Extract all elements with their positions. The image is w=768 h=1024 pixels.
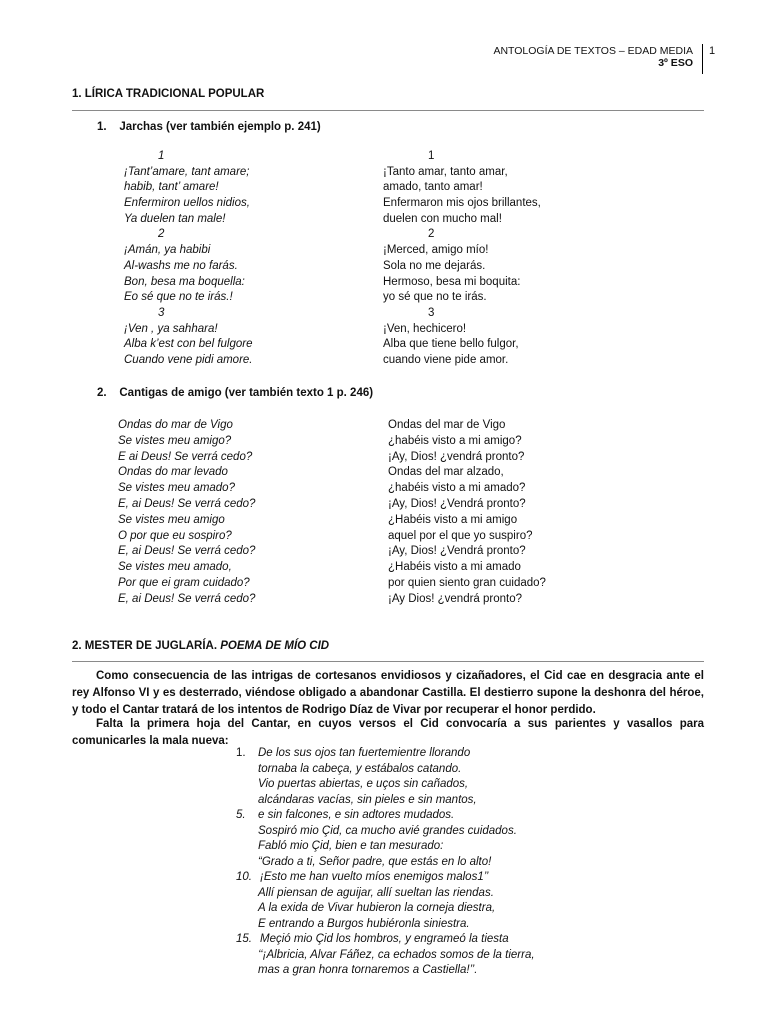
jarcha-translation-verse: Alba que tiene bello fulgor, (383, 338, 519, 351)
verse-text: e sin falcones, e sin adtores mudados. (258, 809, 455, 821)
verse-text: Vio puertas abiertas, e uços sin cañados, (258, 778, 469, 790)
verse-text: Sospiró mio Çid, ca mucho avié grandes cuidados. (258, 824, 517, 837)
jarcha-translation-verse: Hermoso, besa mi boquita: (383, 275, 521, 288)
jarcha-original-verse: ¡Amán, ya habibi (124, 244, 211, 257)
jarcha-original-verse: Bon, besa ma boquella: (124, 275, 245, 288)
poem-verse (236, 932, 535, 948)
jarcha-original-verse: ¡Ven , ya sahhara! (124, 322, 218, 335)
jarcha-translation-verse: ¡Ven, hechicero! (383, 322, 467, 335)
poem-verse (236, 839, 535, 855)
intro-paragraph-1: Como consecuencia de las intrigas de cortesanos envidiosos y cizañadores, el Cid cae en desgracia ante el rey Alfonso VI y es desterrado, viéndose obligado a abandonar Castilla. El destierro supone la deshonra del héroe, y todo el Cantar tratará de los intentos de Rodrigo Díaz de Vivar por recuperar el honor perdido. (72, 670, 704, 716)
verse-text: alcándaras vacías, sin pieles e sin mantos, (258, 793, 477, 806)
verse-text: E entrando a Burgos hubiéronla siniestra. (258, 917, 470, 930)
cantiga-translation-verse: ¡Ay, Dios! ¿Vendrá pronto? (388, 545, 526, 558)
cantiga-original-verse: Se vistes meu amado, (118, 561, 232, 574)
poem-verse (236, 948, 535, 964)
jarcha-original-stanza-number: 2 (158, 228, 165, 241)
cantiga-translation-verse: ¿Habéis visto a mi amado (388, 561, 521, 574)
jarchas-heading: 1. Jarchas (ver también ejemplo p. 241) (97, 121, 321, 133)
cantiga-original-verse: E, ai Deus! Se verrá cedo? (118, 497, 256, 510)
poem-verse (236, 917, 535, 933)
cantiga-original-verse: Se vistes meu amado? (118, 482, 235, 495)
cantiga-original-verse: E, ai Deus! Se verrá cedo? (118, 545, 256, 558)
cantiga-translation-verse: Ondas del mar alzado, (388, 466, 504, 479)
section2-rule (72, 661, 704, 662)
cantiga-translation-verse: por quien siento gran cuidado? (388, 576, 546, 589)
poem-verse (236, 855, 535, 871)
jarcha-translation-verse: cuando viene pide amor. (383, 353, 509, 366)
poem-verse (236, 762, 535, 778)
jarcha-original-verse: Cuando vene pidi amore. (124, 353, 253, 366)
verse-text: Fabló mio Çid, bien e tan mesurado: (258, 840, 444, 852)
jarcha-original-verse: habib, tant’ amare! (124, 181, 219, 194)
poem-verse (236, 886, 535, 902)
verse-text: Allí piensan de aguijar, allí sueltan las riendas. (258, 886, 494, 899)
section2-heading (72, 640, 329, 652)
header-title: ANTOLOGÍA DE TEXTOS – EDAD MEDIA (493, 45, 693, 57)
cantiga-original-verse: Se vistes meu amigo (118, 513, 225, 526)
jarcha-translation-stanza-number: 3 (428, 306, 435, 319)
poem-verse (236, 793, 535, 809)
jarcha-translation-verse: yo sé que no te irás. (383, 291, 487, 304)
poem-verse (236, 963, 535, 979)
cantiga-original-verse: O por que eu sospiro? (118, 529, 232, 542)
jarcha-translation-verse: Sola no me dejarás. (383, 259, 486, 272)
jarcha-original-verse: ¡Tant’amare, tant amare; (124, 165, 250, 178)
cantiga-original-verse: Ondas do mar de Vigo (118, 419, 233, 431)
jarcha-translation-stanza-number: 2 (428, 228, 435, 241)
jarcha-original-verse: Alba k’est con bel fulgore (124, 338, 253, 351)
cantiga-original-verse: E, ai Deus! Se verrá cedo? (118, 592, 256, 605)
poem-verse (236, 808, 535, 824)
section1-rule (72, 110, 704, 111)
jarcha-translation-verse: duelen con mucho mal! (383, 212, 502, 225)
verse-number: 1. (236, 747, 246, 759)
poem-verse (236, 870, 535, 886)
verse-text: De los sus ojos tan fuertemientre llorando (258, 747, 471, 759)
verse-text: mas a gran honra tornaremos a Castiella!’’. (258, 964, 478, 976)
cantiga-translation-verse: ¡Ay, Dios! ¿Vendrá pronto? (388, 497, 526, 510)
verse-text: ‘‘¡Albricia, Alvar Fáñez, ca echados somos de la tierra, (258, 948, 535, 961)
section2-heading-title: POEMA DE MÍO CID (220, 640, 330, 652)
intro-paragraph-2: Falta la primera hoja del Cantar, en cuyos versos el Cid convocaría a sus parientes y vasallos para comunicarles la mala nueva: (72, 718, 704, 747)
verse-text: Meçió mio Çid los hombros, y engrameó la tiesta (260, 933, 509, 945)
document-header (493, 45, 693, 69)
header-course: 3º ESO (658, 57, 693, 69)
cid-poem (236, 746, 535, 979)
cantiga-translation-verse: ¡Ay, Dios! ¿vendrá pronto? (388, 450, 525, 463)
cantiga-translation-verse: ¿habéis visto a mi amigo? (388, 434, 522, 447)
jarcha-original-stanza-number: 1 (158, 150, 165, 162)
section2-heading-prefix: 2. MESTER DE JUGLARÍA. (72, 640, 221, 652)
jarcha-original-verse: Al-washs me no farás. (124, 259, 238, 272)
verse-number: 15. (236, 933, 252, 945)
cantiga-original-verse: Por que ei gram cuidado? (118, 576, 250, 589)
jarcha-translation-verse: ¡Tanto amar, tanto amar, (383, 165, 508, 178)
verse-text: A la exida de Vivar hubieron la corneja diestra, (258, 902, 496, 914)
verse-number: 10. (236, 871, 252, 883)
jarcha-original-verse: Ya duelen tan male! (124, 212, 226, 225)
cantiga-translation-verse: aquel por el que yo suspiro? (388, 529, 533, 542)
poem-verse (236, 901, 535, 917)
cantigas-translation (388, 418, 546, 608)
verse-text: ¡Esto me han vuelto míos enemigos malos1’’ (260, 871, 489, 883)
jarcha-translation-stanza-number: 1 (428, 150, 435, 162)
jarcha-original-verse: Eo sé que no te irás.! (124, 291, 233, 304)
cantigas-heading: 2. Cantigas de amigo (ver también texto 1 p. 246) (97, 387, 374, 399)
verse-text: tornaba la cabeça, y estábalos catando. (258, 762, 462, 775)
jarcha-original-stanza-number: 3 (158, 306, 165, 319)
cantigas-original (118, 418, 255, 608)
cantiga-original-verse: E ai Deus! Se verrá cedo? (118, 450, 253, 463)
jarcha-translation-verse: Enfermaron mis ojos brillantes, (383, 197, 541, 210)
cantiga-translation-verse: ¡Ay Dios! ¿vendrá pronto? (388, 592, 523, 605)
header-divider (702, 44, 703, 74)
cantiga-original-verse: Se vistes meu amigo? (118, 434, 232, 447)
jarcha-original-verse: Enfermiron uellos nidios, (124, 197, 250, 210)
cantiga-original-verse: Ondas do mar levado (118, 466, 228, 479)
jarcha-translation-verse: amado, tanto amar! (383, 181, 483, 194)
verse-text: “Grado a ti, Señor padre, que estás en lo alto! (258, 855, 492, 868)
page-number: 1 (709, 45, 716, 57)
jarcha-translation-verse: ¡Merced, amigo mío! (383, 244, 489, 257)
section1-heading: 1. LÍRICA TRADICIONAL POPULAR (72, 88, 265, 100)
jarchas-translation (383, 149, 541, 369)
verse-number: 5. (236, 809, 246, 821)
jarchas-original (124, 149, 253, 369)
poem-verse (236, 824, 535, 840)
poem-verse (236, 777, 535, 793)
poem-verse (236, 746, 535, 762)
cantiga-translation-verse: ¿habéis visto a mi amado? (388, 482, 526, 495)
cantiga-translation-verse: ¿Habéis visto a mi amigo (388, 513, 518, 526)
cantiga-translation-verse: Ondas del mar de Vigo (388, 419, 506, 431)
